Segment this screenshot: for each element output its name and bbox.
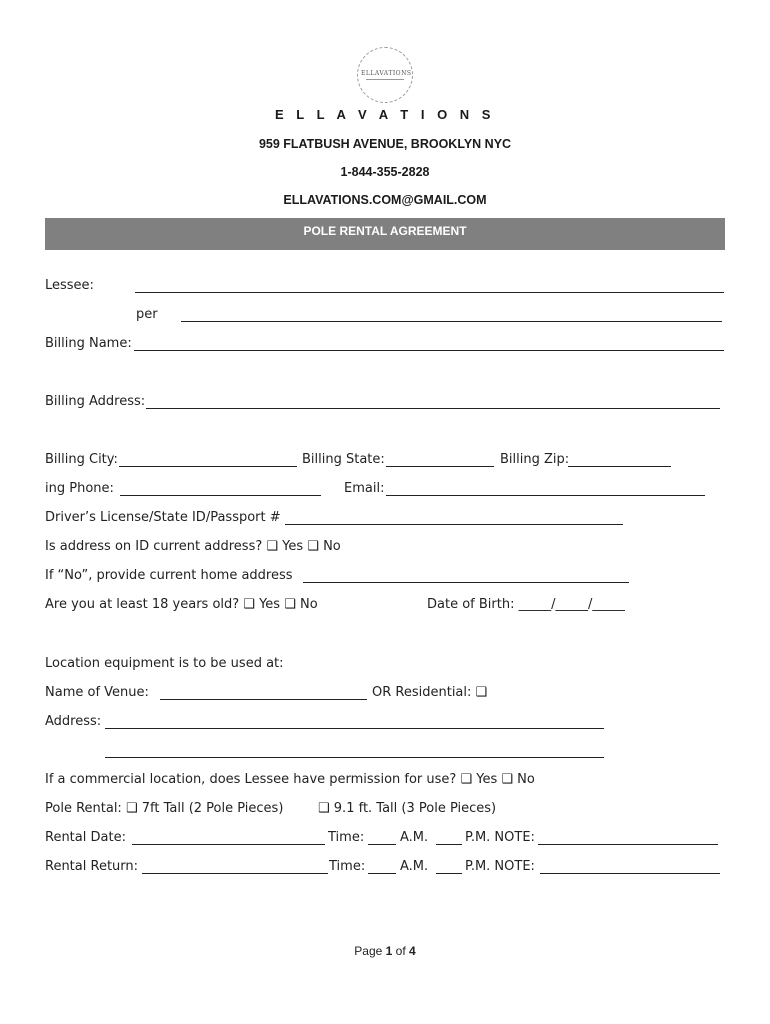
billing-address-label: Billing Address: bbox=[45, 394, 146, 409]
rental-date-field[interactable] bbox=[132, 832, 325, 845]
return-am-field[interactable] bbox=[368, 861, 396, 874]
company-email: ELLAVATIONS.COM@GMAIL.COM bbox=[283, 193, 487, 207]
id-current-question: Is address on ID current address? ❑ Yes ❑ No bbox=[45, 539, 341, 554]
lessee-label: Lessee: bbox=[45, 278, 94, 293]
billing-state-label: Billing State: bbox=[302, 452, 385, 467]
location-heading: Location equipment is to be used at: bbox=[45, 656, 284, 671]
brand-name: E L L A V A T I O N S bbox=[275, 107, 495, 122]
rental-time-label: Time: bbox=[328, 830, 365, 845]
logo-text: ELLAVATIONS bbox=[361, 70, 412, 77]
rental-pm-field[interactable] bbox=[436, 832, 462, 845]
rental-am-label: A.M. bbox=[400, 830, 429, 845]
billing-zip-field[interactable] bbox=[568, 454, 671, 467]
return-time-label: Time: bbox=[329, 859, 366, 874]
company-address: 959 FLATBUSH AVENUE, BROOKLYN NYC bbox=[258, 137, 512, 151]
ellavations-logo bbox=[357, 47, 413, 103]
return-pm-field[interactable] bbox=[436, 861, 462, 874]
venue-label: Name of Venue: bbox=[45, 685, 149, 700]
billing-address-field[interactable] bbox=[146, 396, 720, 409]
rental-am-field[interactable] bbox=[368, 832, 396, 845]
billing-zip-label: Billing Zip: bbox=[500, 452, 570, 467]
return-am-label: A.M. bbox=[400, 859, 429, 874]
pole-rental-option-7ft[interactable]: Pole Rental: ❑ 7ft Tall (2 Pole Pieces) bbox=[45, 801, 284, 816]
billing-state-field[interactable] bbox=[386, 454, 494, 467]
logo-divider bbox=[366, 79, 404, 80]
permission-question: If a commercial location, does Lessee have permission for use? ❑ Yes ❑ No bbox=[45, 772, 535, 787]
billing-name-field[interactable] bbox=[134, 338, 724, 351]
pole-rental-option-9ft[interactable]: ❑ 9.1 ft. Tall (3 Pole Pieces) bbox=[318, 801, 497, 816]
age-question: Are you at least 18 years old? ❑ Yes ❑ No bbox=[45, 597, 318, 612]
email-field[interactable] bbox=[386, 483, 705, 496]
address-field-line2[interactable] bbox=[105, 745, 604, 758]
page-current: 1 bbox=[385, 944, 393, 958]
company-phone: 1-844-355-2828 bbox=[340, 165, 430, 179]
page-of: of bbox=[395, 944, 406, 958]
home-address-label: If “No”, provide current home address bbox=[45, 568, 293, 583]
page-prefix: Page bbox=[354, 944, 383, 958]
agreement-title-banner: POLE RENTAL AGREEMENT bbox=[45, 218, 725, 250]
return-note-field[interactable] bbox=[540, 861, 720, 874]
residential-option[interactable]: OR Residential: ❑ bbox=[372, 685, 488, 700]
home-address-field[interactable] bbox=[303, 570, 629, 583]
date-of-birth[interactable]: Date of Birth: _____/_____/_____ bbox=[427, 597, 625, 612]
address-label: Address: bbox=[45, 714, 102, 729]
license-label: Driver’s License/State ID/Passport # bbox=[45, 510, 281, 525]
billing-name-label: Billing Name: bbox=[45, 336, 132, 351]
return-pm-note-label: P.M. NOTE: bbox=[465, 859, 535, 874]
email-label: Email: bbox=[344, 481, 385, 496]
license-field[interactable] bbox=[285, 512, 623, 525]
billing-city-field[interactable] bbox=[119, 454, 297, 467]
per-field[interactable] bbox=[181, 309, 722, 322]
billing-city-label: Billing City: bbox=[45, 452, 118, 467]
venue-field[interactable] bbox=[160, 687, 367, 700]
billing-phone-label: ing Phone: bbox=[45, 481, 114, 496]
address-field-line1[interactable] bbox=[105, 716, 604, 729]
lessee-field[interactable] bbox=[135, 280, 724, 293]
rental-return-field[interactable] bbox=[142, 861, 328, 874]
page-total: 4 bbox=[409, 944, 416, 958]
rental-date-label: Rental Date: bbox=[45, 830, 126, 845]
rental-note-field[interactable] bbox=[538, 832, 718, 845]
billing-phone-field[interactable] bbox=[120, 483, 321, 496]
per-label: per bbox=[136, 307, 158, 322]
rental-return-label: Rental Return: bbox=[45, 859, 139, 874]
rental-pm-note-label: P.M. NOTE: bbox=[465, 830, 535, 845]
page-number bbox=[0, 944, 770, 958]
